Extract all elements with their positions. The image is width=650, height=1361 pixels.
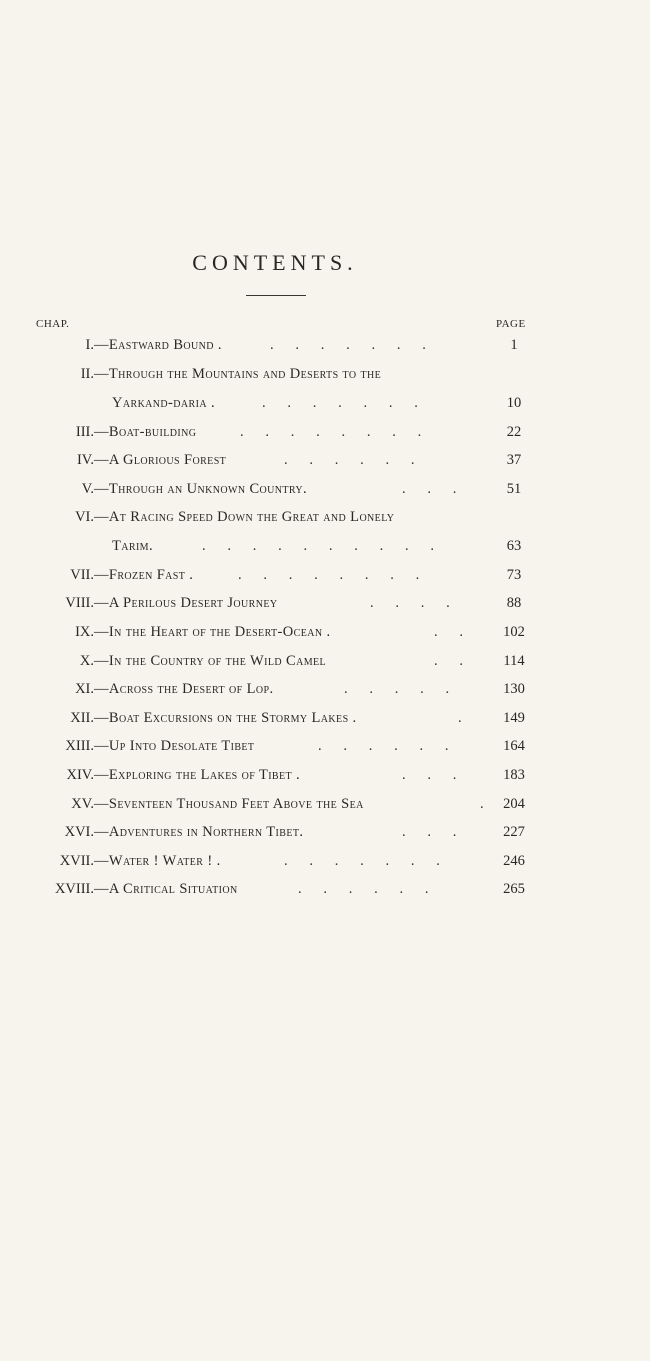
dot-leader: . . . . . . — [318, 738, 449, 754]
toc-entry — [0, 563, 650, 587]
toc-entry — [0, 820, 650, 844]
dot-leader: . . . . . — [344, 681, 450, 697]
dot-leader: . . — [434, 653, 463, 669]
title-divider — [246, 295, 306, 296]
chapter-number: XII. — [70, 710, 94, 726]
toc-entry — [0, 362, 650, 386]
toc-entry — [0, 620, 650, 644]
toc-entry — [0, 677, 650, 701]
page-number: 63 — [506, 538, 522, 554]
toc-entry — [0, 706, 650, 730]
dot-leader: . . . — [402, 767, 457, 783]
chapter-number: XVI. — [64, 824, 94, 840]
page-number: 149 — [503, 710, 525, 726]
chapter-title: —A Critical Situation — [94, 881, 238, 897]
toc-entry — [0, 333, 650, 357]
chapter-title: —Exploring the Lakes of Tibet . — [94, 767, 301, 783]
chapter-number: II. — [80, 366, 94, 382]
page-number: 204 — [503, 796, 525, 812]
dot-leader: . . . . . . — [298, 881, 429, 897]
chapter-title: —Through an Unknown Country. — [94, 481, 308, 497]
dot-leader: . . . — [402, 824, 457, 840]
chapter-title: —Seventeen Thousand Feet Above the Sea — [94, 796, 364, 812]
toc-entry — [0, 649, 650, 673]
page-column-label: PAGE — [496, 318, 526, 330]
chapter-title: —Water ! Water ! . — [94, 853, 221, 869]
page-number: 227 — [503, 824, 525, 840]
page-number: 37 — [506, 452, 522, 468]
chapter-number: XIV. — [66, 767, 94, 783]
chapter-number: V. — [81, 481, 94, 497]
chapter-title: —Adventures in Northern Tibet. — [94, 824, 304, 840]
chapter-title: —Eastward Bound . — [94, 337, 222, 353]
dot-leader: . . . . . . . . — [240, 424, 422, 440]
chapter-title: —In the Heart of the Desert-Ocean . — [94, 624, 331, 640]
page-number: 1 — [510, 337, 518, 353]
toc-entry — [0, 591, 650, 615]
page-title: CONTENTS. — [192, 250, 358, 275]
chapter-number: X. — [79, 653, 94, 669]
toc-entry — [0, 849, 650, 873]
page-number: 265 — [503, 881, 525, 897]
chapter-title: —A Perilous Desert Journey — [94, 595, 278, 611]
chapter-title: —Boat Excursions on the Stormy Lakes . — [94, 710, 357, 726]
toc-entry — [0, 477, 650, 501]
page-number: 51 — [506, 481, 522, 497]
page-number: 246 — [503, 853, 525, 869]
chapter-title: —Across the Desert of Lop. — [94, 681, 274, 697]
toc-entry — [0, 877, 650, 901]
chapter-number: XVII. — [59, 853, 94, 869]
page-number: 130 — [503, 681, 525, 697]
chapter-number: XI. — [75, 681, 94, 697]
chapter-number: VI. — [75, 509, 94, 525]
chapter-number: XVIII. — [54, 881, 94, 897]
dot-leader: . . . . . . . — [284, 853, 440, 869]
dot-leader: . . . — [402, 481, 457, 497]
toc-entry — [0, 448, 650, 472]
page-number: 102 — [503, 624, 525, 640]
page-number: 88 — [506, 595, 522, 611]
page-number: 73 — [506, 567, 522, 583]
dot-leader: . . . . . . . . . . — [202, 538, 434, 554]
chapter-number: VIII. — [65, 595, 94, 611]
chapter-title: —Up Into Desolate Tibet — [94, 738, 255, 754]
chapter-title: —Frozen Fast . — [94, 567, 194, 583]
dot-leader: . . . . . . . — [270, 337, 426, 353]
toc-entry — [0, 505, 650, 529]
toc-entry-continuation — [0, 391, 650, 415]
dot-leader: . — [458, 710, 462, 726]
chapter-title: —A Glorious Forest — [94, 452, 227, 468]
dot-leader: . . . . . . . — [262, 395, 418, 411]
page-number: 183 — [503, 767, 525, 783]
chapter-number: I. — [85, 337, 94, 353]
page-number: 114 — [503, 653, 525, 669]
page-number: 22 — [506, 424, 522, 440]
chapter-title: Tarim. — [112, 538, 153, 554]
dot-leader: . . — [434, 624, 463, 640]
chapter-number: XIII. — [65, 738, 94, 754]
toc-entry — [0, 420, 650, 444]
chapter-number: XV. — [71, 796, 94, 812]
chapter-number: IX. — [75, 624, 94, 640]
dot-leader: . . . . . . — [284, 452, 415, 468]
chapter-number: VII. — [70, 567, 94, 583]
chapter-title: Yarkand-daria . — [112, 395, 215, 411]
chapter-number: IV. — [76, 452, 94, 468]
page-number: 164 — [503, 738, 525, 754]
toc-entry — [0, 792, 650, 816]
chapter-title: —Boat-building — [94, 424, 197, 440]
toc-entry — [0, 734, 650, 758]
dot-leader: . . . . . . . . — [238, 567, 420, 583]
page-number: 10 — [506, 395, 522, 411]
chapter-title: —Through the Mountains and Deserts to the — [94, 366, 382, 382]
chapter-title: —At Racing Speed Down the Great and Lonely — [94, 509, 395, 525]
toc-entry — [0, 763, 650, 787]
chap-column-label: CHAP. — [36, 318, 70, 330]
toc-entry-continuation — [0, 534, 650, 558]
dot-leader: . — [480, 796, 484, 812]
chapter-title: —In the Country of the Wild Camel — [94, 653, 327, 669]
chapter-number: III. — [75, 424, 94, 440]
dot-leader: . . . . — [370, 595, 450, 611]
